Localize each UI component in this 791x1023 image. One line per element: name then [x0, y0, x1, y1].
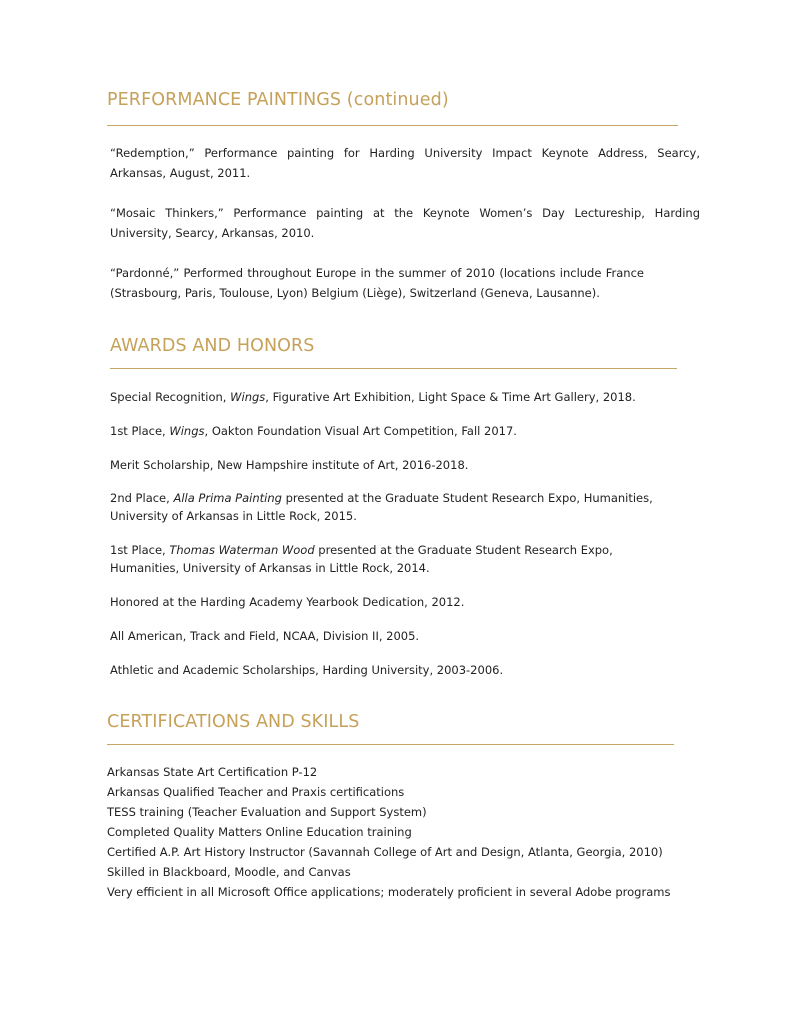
award-text: presented at the Graduate Student Research Expo, Humanities, University of Arkansas in Little Rock, 2015.: [110, 491, 653, 523]
award-text: Honored at the Harding Academy Yearbook Dedication, 2012.: [110, 595, 465, 609]
certification-item: Arkansas Qualified Teacher and Praxis certifications: [107, 785, 405, 799]
award-item: [110, 421, 690, 441]
award-item: [110, 626, 690, 646]
section-divider: [107, 744, 674, 745]
award-item: [110, 387, 690, 407]
award-text: Merit Scholarship, New Hampshire institute of Art, 2016-2018.: [110, 458, 469, 472]
award-text: 1st Place,: [110, 543, 170, 557]
award-work-title: Wings: [230, 390, 266, 404]
award-item: [110, 592, 690, 612]
award-text: , Figurative Art Exhibition, Light Space & Time Art Gallery, 2018.: [265, 390, 636, 404]
award-item: [110, 455, 690, 475]
award-text: 1st Place,: [110, 424, 170, 438]
award-text: All American, Track and Field, NCAA, Division II, 2005.: [110, 629, 420, 643]
certification-item: Certified A.P. Art History Instructor (Savannah College of Art and Design, Atlanta, Georgia, 2010): [107, 845, 663, 859]
certification-item: Skilled in Blackboard, Moodle, and Canvas: [107, 865, 351, 879]
performance-entry: “Redemption,” Performance painting for Harding University Impact Keynote Address, Searcy, Arkansas, August, 2011.: [110, 146, 700, 180]
performance-entry: “Mosaic Thinkers,” Performance painting at the Keynote Women’s Day Lectureship, Harding University, Searcy, Arkansas, 2010.: [110, 206, 700, 240]
award-item: [110, 489, 658, 525]
award-item: [110, 660, 690, 680]
award-item: [110, 541, 620, 577]
section-divider: [110, 368, 677, 369]
certification-item: TESS training (Teacher Evaluation and Support System): [107, 805, 427, 819]
section-divider: [107, 125, 678, 126]
award-text: presented at the Graduate Student Research Expo, Humanities, University of Arkansas in Little Rock, 2014.: [110, 543, 613, 575]
certification-item: Arkansas State Art Certification P-12: [107, 765, 318, 779]
section-heading-performance-paintings: PERFORMANCE PAINTINGS (continued): [107, 90, 449, 110]
certifications-list: [107, 762, 707, 902]
award-text: 2nd Place,: [110, 491, 174, 505]
performance-entry: “Pardonné,” Performed throughout Europe in the summer of 2010 (locations include France (Strasbourg, Paris, Toulouse, Lyon) Belgium (Liège), Switzerland (Geneva, Lausanne).: [110, 266, 644, 300]
award-text: , Oakton Foundation Visual Art Competition, Fall 2017.: [204, 424, 517, 438]
award-work-title: Alla Prima Painting: [173, 491, 282, 505]
certification-item: Completed Quality Matters Online Education training: [107, 825, 412, 839]
section-heading-awards-and-honors: AWARDS AND HONORS: [110, 336, 315, 356]
award-work-title: Wings: [169, 424, 205, 438]
award-text: Athletic and Academic Scholarships, Harding University, 2003-2006.: [110, 663, 504, 677]
award-text: Special Recognition,: [110, 390, 231, 404]
section-heading-certifications-and-skills: CERTIFICATIONS AND SKILLS: [107, 712, 360, 732]
certification-item: Very efficient in all Microsoft Office applications; moderately proficient in several Adobe programs: [107, 885, 671, 899]
award-work-title: Thomas Waterman Wood: [169, 543, 315, 557]
